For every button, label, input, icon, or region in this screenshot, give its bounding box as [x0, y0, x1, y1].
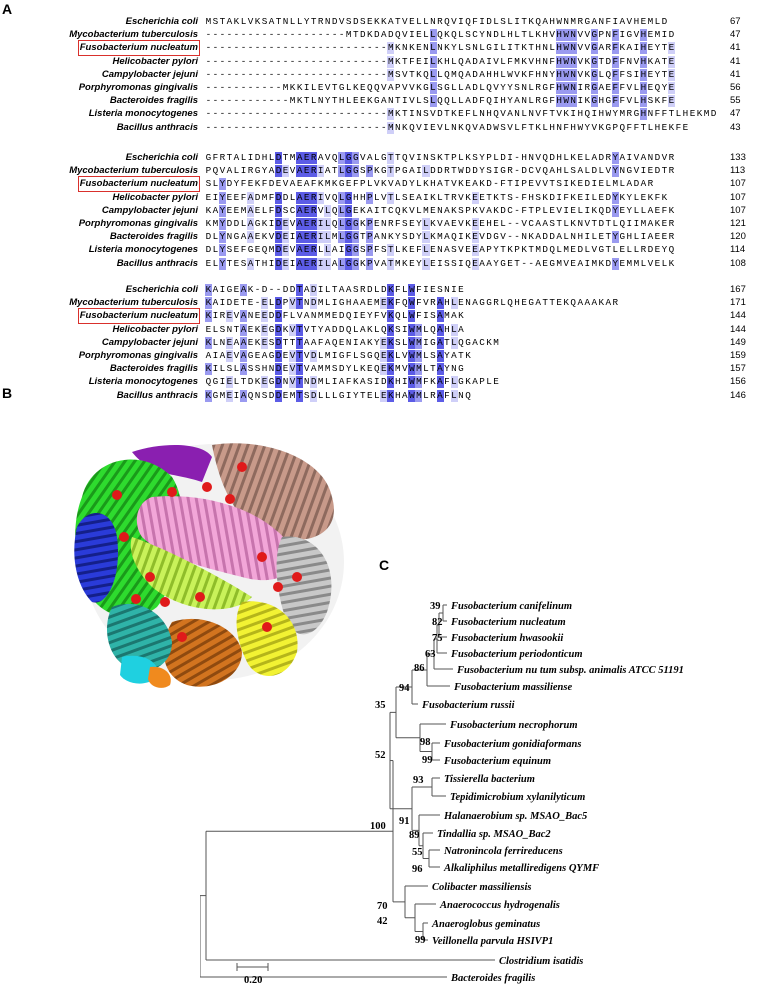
panel-label-c: C: [379, 557, 390, 573]
taxon-label: Fusobacterium nu tum subsp. animalis ATCC 51191: [457, 665, 684, 676]
sequence: KLNEAAEKESDTTTAAFAQENIAKYEKSLWMIGATLQGACKM: [205, 336, 500, 348]
bootstrap-value: 70: [377, 901, 388, 912]
alignment-row: [0, 42, 763, 54]
alignment-row: [0, 108, 763, 120]
residue-count: 133: [730, 152, 746, 163]
panel-label-b: B: [2, 385, 13, 401]
alignment-row: [0, 205, 763, 217]
residue-count: 41: [730, 55, 741, 67]
sequence: EIYEEFADMFDDLAERIVQLGHHPLVTLSEAIKLTRVKEETKTS-FHSKDIFKEILEDYKYLEKFK: [205, 191, 668, 203]
sequence: QGIELTDKEGDNVTNDMLIAFKASIDKHIWMFKAFLGKAPLE: [205, 376, 500, 388]
alignment-row: [0, 165, 763, 177]
sequence: KAYEEMAELFDSCAERVLQLGEKAITCQKVLMENAKSPKVAKDC-FTPLEVIELIKQDYEYLLAEFK: [205, 204, 675, 216]
species-name: Porphyromonas gingivalis: [78, 82, 198, 93]
taxon-label: Veillonella parvula HSIVP1: [432, 936, 554, 947]
sequence: KGMEIAQNSDDEMTSDLLLGIYTELEKHAWMLRAFLNQ: [205, 389, 471, 401]
alignment-row: [0, 284, 763, 296]
bootstrap-value: 99: [415, 935, 426, 946]
sequence: DLYNGAAEKVDEIAERILMLGGTPANKYSDYLKMAQIKEVDGV--NKADDALNHILETYGHLIAEER: [205, 231, 675, 243]
residue-count: 144: [730, 310, 746, 322]
sequence: AIAEVAGEAGDEVTVDLMIGFLSGQEKLVWMLSAYATK: [205, 350, 471, 361]
residue-count: 171: [730, 297, 746, 309]
bootstrap-value: 94: [399, 683, 410, 694]
sequence: KAIGEAK-D--DDTADILTAASRDLDKFLWFIESNIE: [205, 284, 464, 295]
taxon-label: Tindallia sp. MSAO_Bac2: [437, 829, 551, 840]
bootstrap-value: 89: [409, 830, 420, 841]
sequence: MSTAKLVKSATNLLYTRNDVSDSEKKATVELLNRQVIQFIDLSLITKQAHWNMRGANFIAVHEMLD: [205, 16, 668, 27]
sequence: PQVALIRGYADEVAERIATLGGSPKGTPGAILDDRTWDDYSIGR-DCVQAHLSALDLVYNGVIEDTR: [205, 165, 675, 177]
alignment-row: [0, 350, 763, 362]
residue-count: 41: [730, 68, 741, 80]
species-name: Helicobacter pylori: [112, 191, 198, 203]
residue-count: 107: [730, 178, 746, 190]
scale-bar-label: 0.20: [244, 975, 263, 986]
residue-count: 41: [730, 42, 741, 54]
sequence: SLYDYFEKFDEVAEAFKMKGEFPLVKVADYLKHATVKEAKD-FTIPEVVTSIKEDIELMLADAR: [205, 178, 654, 190]
residue-count: 56: [730, 82, 741, 93]
panel-label-a: A: [2, 1, 13, 17]
alignment-row: [0, 231, 763, 243]
residue-count: 55: [730, 95, 741, 107]
species-name: Escherichia coli: [125, 16, 198, 27]
species-name: Fusobacterium nucleatum: [79, 42, 198, 54]
taxon-label: Tissierella bacterium: [444, 774, 535, 785]
bootstrap-value: 99: [422, 755, 433, 766]
sequence: DLYSEFGEQMDEVAERLLAIGGSPFSTLKEFLENASVEEAPYTKPKTMDQLMEDLVGTLELLRDEYQ: [205, 244, 675, 256]
bootstrap-value: 55: [412, 847, 423, 858]
phylogenetic-tree: [200, 597, 763, 987]
alignment-row: [0, 122, 763, 134]
scale-bar: [237, 963, 268, 986]
species-name: Escherichia coli: [125, 284, 198, 295]
bootstrap-value: 63: [425, 649, 436, 660]
bootstrap-value: 91: [399, 816, 410, 827]
alignment-row: [0, 56, 763, 68]
residue-count: 114: [730, 244, 746, 256]
bootstrap-value: 52: [375, 750, 386, 761]
taxon-label: Fusobacterium nucleatum: [451, 617, 566, 628]
species-name: Listeria monocytogenes: [88, 108, 198, 120]
sequence: KAIDETE-ELDPVTNDMLIGHAAEMEKFQWFVRAHLENAGGRLQHEGATTEKQAAAKAR: [205, 297, 619, 309]
sequence: --------------------------MSVTKQLLQMQADAHHLWVKFHNYHWNVKGLQFFSIHEYTE: [205, 68, 675, 80]
alignment-row: [0, 390, 763, 402]
bootstrap-value: 39: [430, 601, 441, 612]
sequence: KILSLASSHNDEVTVAMMSDYLKEQEKMVWMLTAYNG: [205, 363, 464, 375]
species-name: Porphyromonas gingivalis: [78, 218, 198, 229]
residue-count: 43: [730, 121, 741, 133]
taxon-label: Fusobacterium periodonticum: [451, 649, 583, 660]
taxon-label: Halanaerobium sp. MSAO_Bac5: [444, 811, 588, 822]
taxon-label: Natronincola ferrireducens: [444, 846, 563, 857]
species-name: Bacillus anthracis: [116, 257, 198, 269]
taxon-label: Fusobacterium equinum: [444, 756, 552, 767]
bootstrap-value: 96: [412, 864, 423, 875]
sequence: --------------------MTDKDADQVIELLQKQLSCYNDLHLTLKHVHWNVVGPNFIGVHEMID: [205, 29, 675, 41]
species-name: Campylobacter jejuni: [101, 204, 198, 216]
alignment-row: [0, 82, 763, 94]
sequence: KMYDDLAGKIDEVAERILQLGGKPENRFSEYLKVAEVKEEHEL--VCAASTLKNVTDTLQIIMAKER: [205, 218, 675, 229]
species-name: Bacteroides fragilis: [109, 363, 198, 375]
residue-count: 144: [730, 323, 746, 335]
bootstrap-value: 82: [432, 617, 443, 628]
species-name: Bacillus anthracis: [116, 121, 198, 133]
sequence: -----------MKKILEVTGLKEQQVAPVVKGLSGLLADLQVYYSNLRGFHWNIRGAEFFVLHEQYE: [205, 82, 675, 93]
bootstrap-value: 75: [432, 633, 443, 644]
residue-count: 47: [730, 108, 741, 120]
taxon-label: Fusobacterium necrophorum: [450, 720, 578, 731]
residue-count: 120: [730, 231, 746, 243]
sequence: GFRTALIDHLDTMAERAVQLGGVALGTTQVINSKTPLKSYPLDI-HNVQDHLKELADRYAIVANDVR: [205, 152, 675, 163]
species-name: Fusobacterium nucleatum: [79, 310, 198, 322]
alignment-row: [0, 95, 763, 107]
alignment-row: [0, 376, 763, 388]
species-name: Campylobacter jejuni: [101, 336, 198, 348]
alignment-row: [0, 69, 763, 81]
bootstrap-value: 100: [370, 821, 386, 832]
residue-count: 67: [730, 16, 741, 27]
taxon-label: Alkaliphilus metalliredigens QYMF: [444, 863, 600, 874]
alignment-row: [0, 363, 763, 375]
sequence: --------------------------MKNKENLNKYLSNLGILITKTHNLHWNVVGARFKAIHEYTE: [205, 42, 675, 54]
sequence: ------------MKTLNYTHLEEKGANTIVLSLQQLLADFQIHYANLRGFHWNIKGHGFFVLHSKFE: [205, 95, 675, 107]
alignment-row: [0, 16, 763, 28]
residue-count: 149: [730, 336, 746, 348]
residue-count: 107: [730, 204, 746, 216]
species-name: Mycobacterium tuberculosis: [69, 297, 198, 309]
taxon-label: Fusobacterium canifelinum: [451, 601, 573, 612]
taxon-label: Fusobacterium russii: [422, 700, 515, 711]
alignment-row: [0, 310, 763, 322]
residue-count: 167: [730, 284, 746, 295]
alignment-row: [0, 297, 763, 309]
species-name: Fusobacterium nucleatum: [79, 178, 198, 190]
bootstrap-value: 93: [413, 775, 424, 786]
residue-count: 107: [730, 191, 746, 203]
species-name: Bacteroides fragilis: [109, 95, 198, 107]
alignment-row: [0, 258, 763, 270]
alignment-row: [0, 324, 763, 336]
alignment-row: [0, 218, 763, 230]
bootstrap-value: 35: [375, 700, 386, 711]
species-name: Listeria monocytogenes: [88, 244, 198, 256]
residue-count: 121: [730, 218, 746, 229]
species-name: Porphyromonas gingivalis: [78, 350, 198, 361]
taxon-label: Clostridium isatidis: [499, 956, 584, 967]
residue-count: 47: [730, 29, 741, 41]
residue-count: 159: [730, 350, 746, 361]
taxon-label: Fusobacterium hwasookii: [451, 633, 564, 644]
bootstrap-value: 42: [377, 916, 388, 927]
sequence: KIREVANEEDDFLVANMMEDQIEYFVKQLWFISAMAK: [205, 310, 464, 322]
taxon-label: Anaerococcus hydrogenalis: [440, 900, 560, 911]
species-name: Campylobacter jejuni: [101, 68, 198, 80]
species-name: Helicobacter pylori: [112, 323, 198, 335]
sequence: --------------------------MNKQVIEVLNKQVADWSVLFTKLHNFHWYVKGPQFFTLHEKFE: [205, 121, 689, 133]
alignment-row: [0, 29, 763, 41]
sequence: --------------------------MKTFEILKHLQADAIVLFMKVHNFHWNVKGTDFFNVHKATE: [205, 55, 675, 67]
sequence: ELYTESATHIDEIAERILALGGKPVATMKEYLEISSIQEAAYGET--AEGMVEAIMKDYEMMLVELK: [205, 257, 675, 269]
residue-count: 146: [730, 389, 746, 401]
species-name: Mycobacterium tuberculosis: [69, 165, 198, 177]
sequence: ELSNTAEKEGDKVTVTYADDQLAKLQKSIWMLQAHLA: [205, 323, 464, 335]
residue-count: 108: [730, 257, 746, 269]
sequence: --------------------------MKTINSVDTKEFLNHQVANLNVFTVKIHQIHWYMRGHNFFTLHEKMD: [205, 108, 717, 120]
bootstrap-value: 98: [420, 737, 431, 748]
species-name: Mycobacterium tuberculosis: [69, 29, 198, 41]
species-name: Helicobacter pylori: [112, 55, 198, 67]
taxon-label: Bacteroides fragilis: [451, 973, 536, 984]
alignment-row: [0, 152, 763, 164]
taxon-label: Fusobacterium gonidiaformans: [444, 739, 582, 750]
species-name: Bacillus anthracis: [116, 389, 198, 401]
taxon-label: Anaeroglobus geminatus: [432, 919, 541, 930]
alignment-row: [0, 244, 763, 256]
residue-count: 113: [730, 165, 746, 177]
alignment-row: [0, 337, 763, 349]
species-name: Listeria monocytogenes: [88, 376, 198, 388]
alignment-row: [0, 178, 763, 190]
taxon-label: Colibacter massiliensis: [432, 882, 532, 893]
species-name: Bacteroides fragilis: [109, 231, 198, 243]
taxon-label: Fusobacterium massiliense: [454, 682, 573, 693]
species-name: Escherichia coli: [125, 152, 198, 163]
alignment-row: [0, 192, 763, 204]
residue-count: 156: [730, 376, 746, 388]
residue-count: 157: [730, 363, 746, 375]
taxon-label: Tepidimicrobium xylanilyticum: [450, 792, 586, 803]
bootstrap-value: 86: [414, 663, 425, 674]
